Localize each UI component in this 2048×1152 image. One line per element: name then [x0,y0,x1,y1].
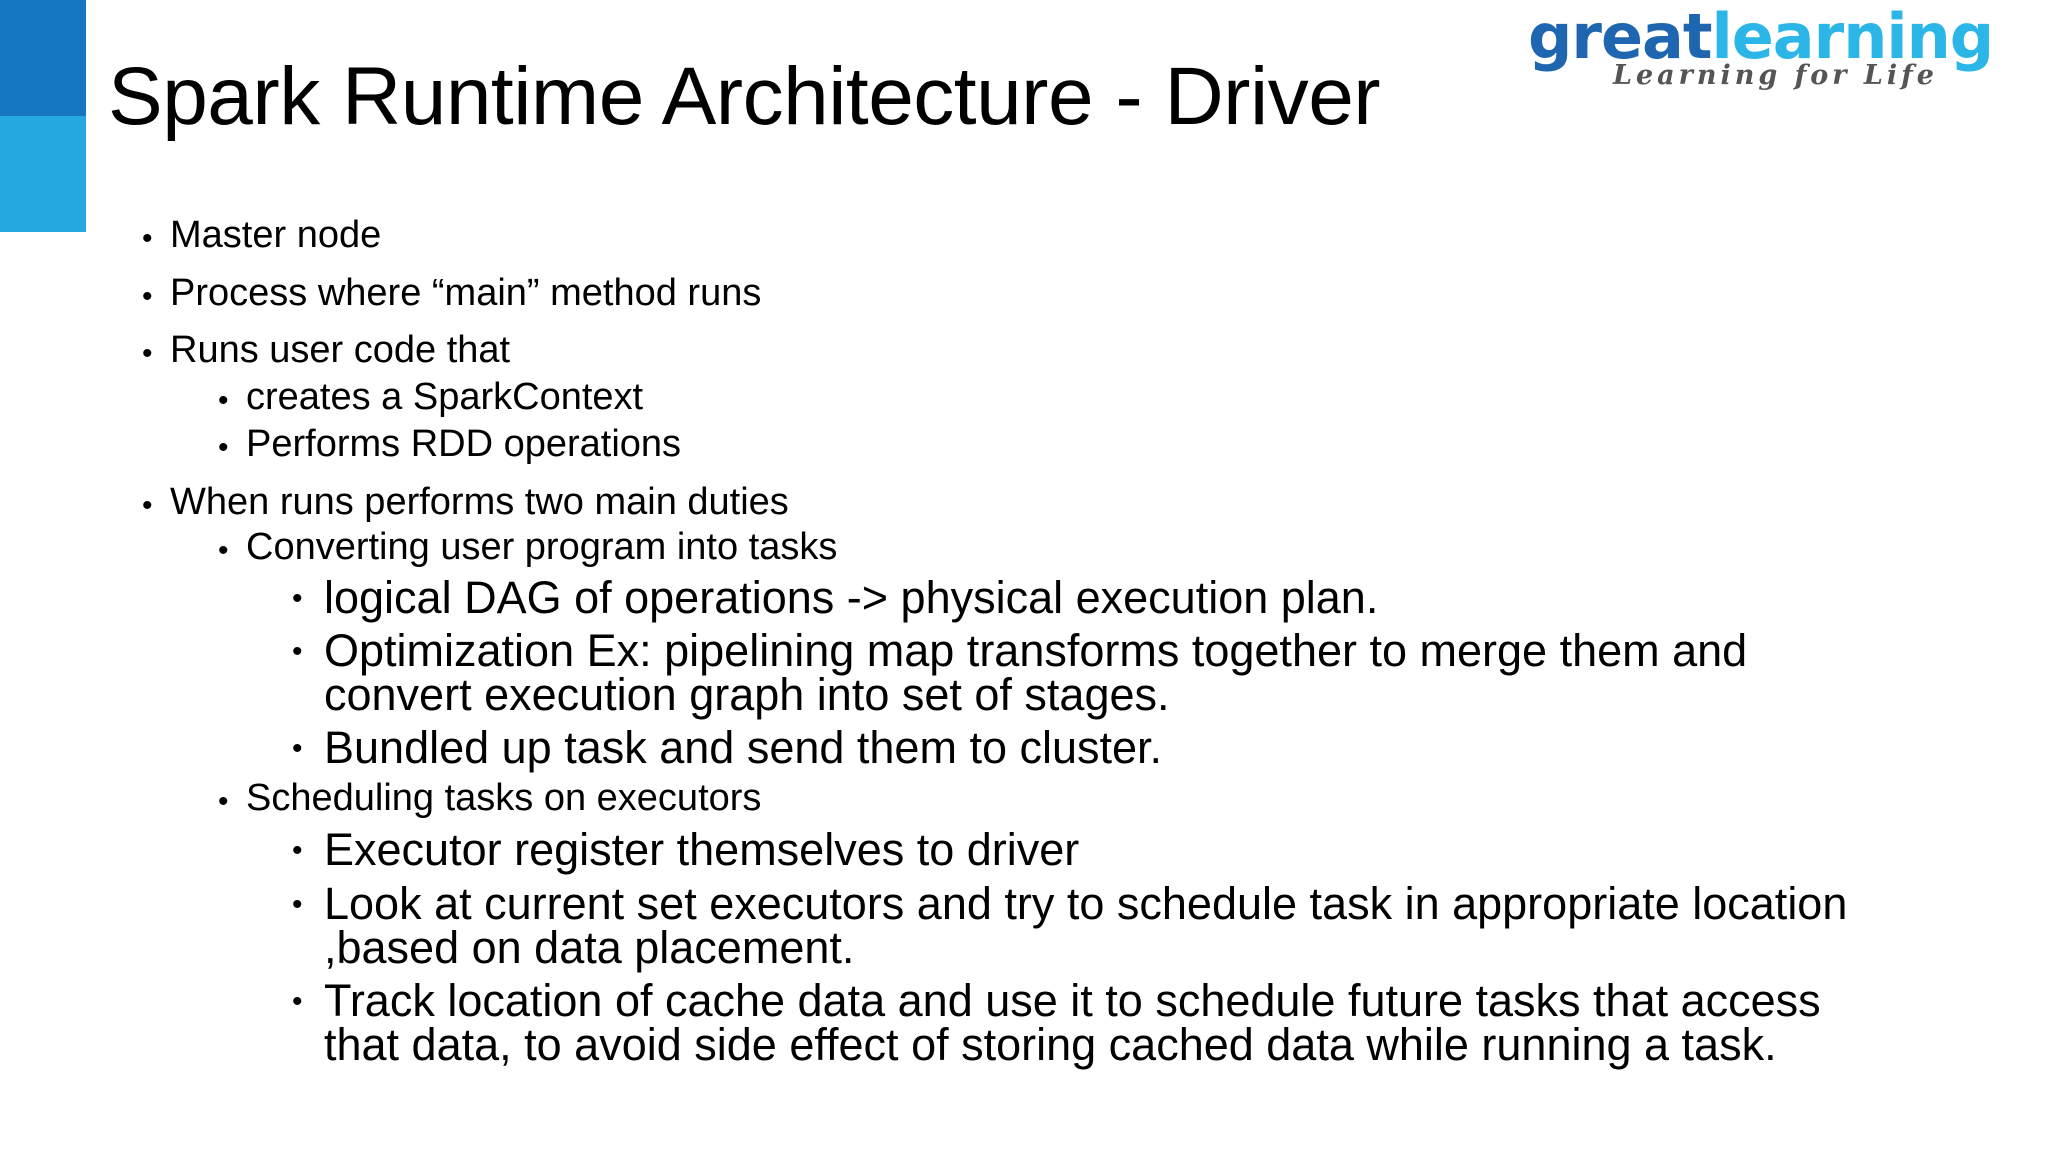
bullet-dot: • [218,785,229,818]
bullet-bundled-tasks: Bundled up task and send them to cluster. [324,722,1163,773]
bullet-look-at-executors-line1: Look at current set executors and try to schedule task in appropriate location [324,878,1848,929]
bullet-dot: • [292,985,303,1018]
bullet-two-main-duties: When runs performs two main duties [170,481,789,523]
bullet-main-method: Process where “main” method runs [170,272,762,314]
bullet-logical-dag: logical DAG of operations -> physical execution plan. [324,572,1379,623]
bullet-dot: • [142,337,153,370]
bullet-dot: • [142,222,153,255]
bullet-dot: • [218,534,229,567]
logo-word-great: great [1528,0,1712,73]
bullet-dot: • [292,732,303,765]
bullet-dot: • [292,635,303,668]
bullet-track-cache-line1: Track location of cache data and use it to schedule future tasks that access [324,975,1821,1026]
bullet-dot: • [142,280,153,313]
bullet-rdd-operations: Performs RDD operations [246,423,682,465]
logo-tagline: Learning for Life [1613,60,1938,91]
bullet-dot: • [292,582,303,615]
bullet-converting-program: Converting user program into tasks [246,526,838,568]
bullet-executor-register: Executor register themselves to driver [324,824,1080,875]
bullet-look-at-executors-line2: ,based on data placement. [324,922,855,973]
bullet-runs-user-code: Runs user code that [170,329,511,371]
slide-title: Spark Runtime Architecture - Driver [108,51,1381,142]
bullet-dot: • [142,489,153,522]
bullet-master-node: Master node [170,214,382,256]
bullet-dot: • [218,384,229,417]
bullet-optimization-line2: convert execution graph into set of stages. [324,669,1170,720]
bullet-creates-sparkcontext: creates a SparkContext [246,376,644,418]
bullet-optimization-line1: Optimization Ex: pipelining map transforms together to merge them and [324,625,1748,676]
bullet-scheduling-tasks: Scheduling tasks on executors [246,777,762,819]
bullet-dot: • [218,431,229,464]
bullet-dot: • [292,888,303,921]
bullet-dot: • [292,834,303,867]
bullet-track-cache-line2: that data, to avoid side effect of storing cached data while running a task. [324,1019,1777,1070]
logo-word-learning: learning [1711,0,1994,73]
